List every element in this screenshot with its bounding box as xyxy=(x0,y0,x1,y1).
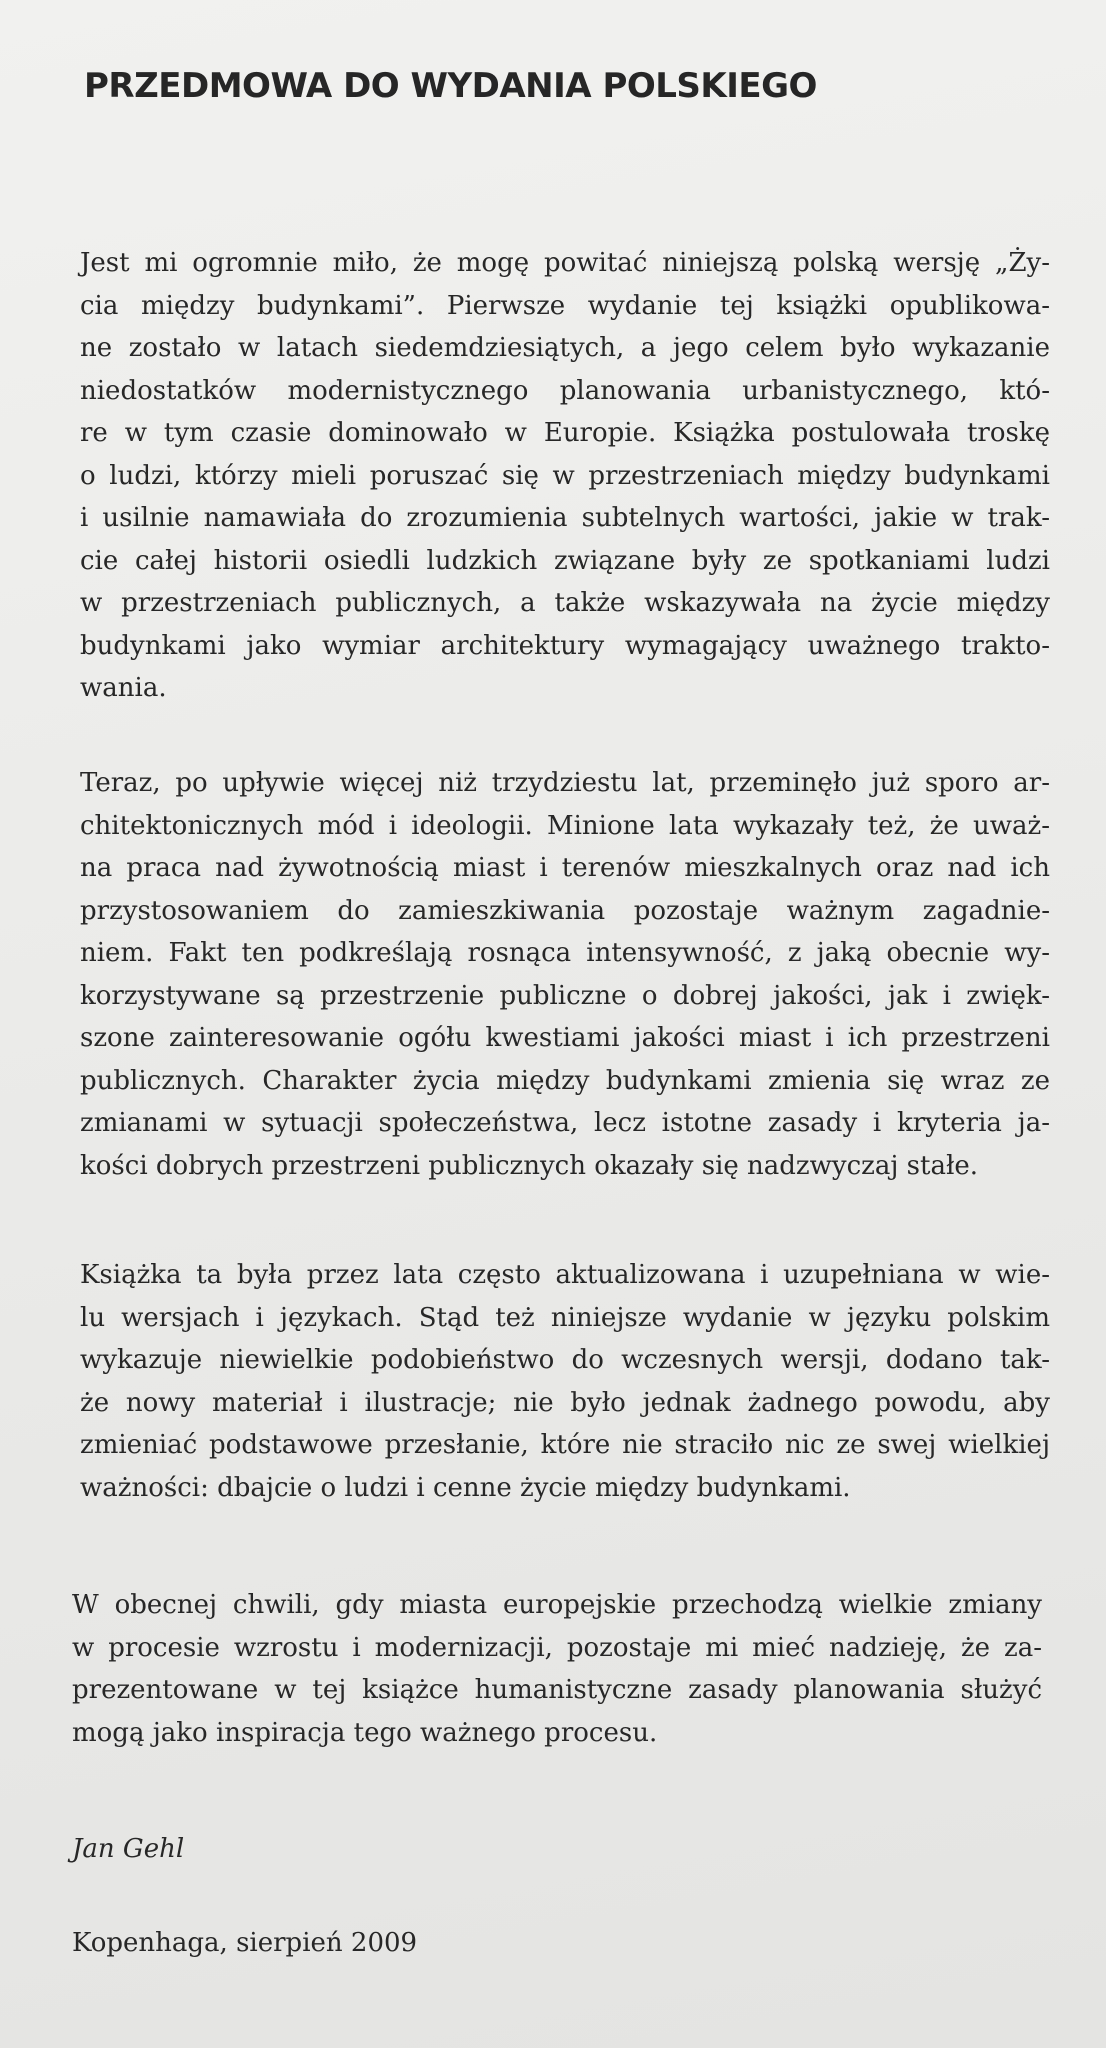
paragraph-4 xyxy=(72,1584,1042,1754)
text-line: Książka ta była przez lata często aktualizowana i uzupełniana w wie- xyxy=(80,1260,1050,1290)
text-line: o ludzi, którzy mieli poruszać się w przestrzeniach między budynkami xyxy=(80,460,1050,491)
text-line: w procesie wzrostu i modernizacji, pozostaje mi mieć nadzieję, że za- xyxy=(72,1632,1042,1663)
text-line: i usilnie namawiała do zrozumienia subtelnych wartości, jakie w trak- xyxy=(80,503,1050,533)
text-line: zmieniać podstawowe przesłanie, które nie straciło nic ze swej wielkiej xyxy=(80,1430,1050,1460)
text-line: przystosowaniem do zamieszkiwania pozostaje ważnym zagadnie- xyxy=(80,895,1050,926)
text-line: zmianami w sytuacji społeczeństwa, lecz istotne zasady i kryteria ja- xyxy=(80,1108,1050,1138)
text-line: lu wersjach i językach. Stąd też niniejsze wydanie w języku polskim xyxy=(80,1302,1050,1333)
text-line: prezentowane w tej książce humanistyczne zasady planowania służyć xyxy=(72,1675,1042,1705)
text-line: cie całej historii osiedli ludzkich związane były ze spotkaniami ludzi xyxy=(80,545,1050,576)
text-line: niedostatków modernistycznego planowania urbanistycznego, któ- xyxy=(80,375,1050,406)
text-line: korzystywane są przestrzenie publiczne o dobrej jakości, jak i zwięk- xyxy=(80,980,1050,1011)
paragraph-2 xyxy=(80,762,1050,1187)
text-line: re w tym czasie dominowało w Europie. Książka postulowała troskę xyxy=(80,418,1050,448)
paragraph-3 xyxy=(80,1254,1050,1509)
text-line: Jest mi ogromnie miło, że mogę powitać niniejszą polską wersję „Ży- xyxy=(80,248,1050,278)
text-line: na praca nad żywotnością miast i terenów mieszkalnych oraz nad ich xyxy=(80,853,1050,883)
page-title: PRZEDMOWA DO WYDANIA POLSKIEGO xyxy=(84,66,817,106)
text-line: ważności: dbajcie o ludzi i cenne życie między budynkami. xyxy=(80,1472,851,1503)
text-line: że nowy materiał i ilustracje; nie było jednak żadnego powodu, aby xyxy=(80,1387,1050,1418)
text-line: publicznych. Charakter życia między budynkami zmienia się wraz ze xyxy=(80,1065,1050,1096)
paragraph-1 xyxy=(80,242,1050,710)
text-line: chitektonicznych mód i ideologii. Minione lata wykazały też, że uważ- xyxy=(80,810,1050,841)
text-line: W obecnej chwili, gdy miasta europejskie przechodzą wielkie zmiany xyxy=(72,1590,1042,1620)
text-line: ne zostało w latach siedemdziesiątych, a jego celem było wykazanie xyxy=(80,333,1050,363)
author-signature: Jan Gehl xyxy=(72,1834,185,1864)
text-line: wania. xyxy=(80,673,167,703)
text-line: wykazuje niewielkie podobieństwo do wczesnych wersji, dodano tak- xyxy=(80,1345,1050,1375)
text-line: Teraz, po upływie więcej niż trzydziestu lat, przeminęło już sporo ar- xyxy=(80,768,1050,798)
text-line: w przestrzeniach publicznych, a także wskazywała na życie między xyxy=(80,588,1050,618)
text-line: mogą jako inspiracja tego ważnego procesu. xyxy=(72,1717,658,1748)
text-line: budynkami jako wymiar architektury wymagający uważnego trakto- xyxy=(80,630,1050,661)
text-line: szone zainteresowanie ogółu kwestiami jakości miast i ich przestrzeni xyxy=(80,1023,1050,1053)
text-line: niem. Fakt ten podkreślają rosnąca intensywność, z jaką obecnie wy- xyxy=(80,938,1050,968)
place-and-date: Kopenhaga, sierpień 2009 xyxy=(72,1928,418,1958)
text-line: cia między budynkami”. Pierwsze wydanie tej książki opublikowa- xyxy=(80,290,1050,321)
text-line: kości dobrych przestrzeni publicznych okazały się nadzwyczaj stałe. xyxy=(80,1150,979,1181)
